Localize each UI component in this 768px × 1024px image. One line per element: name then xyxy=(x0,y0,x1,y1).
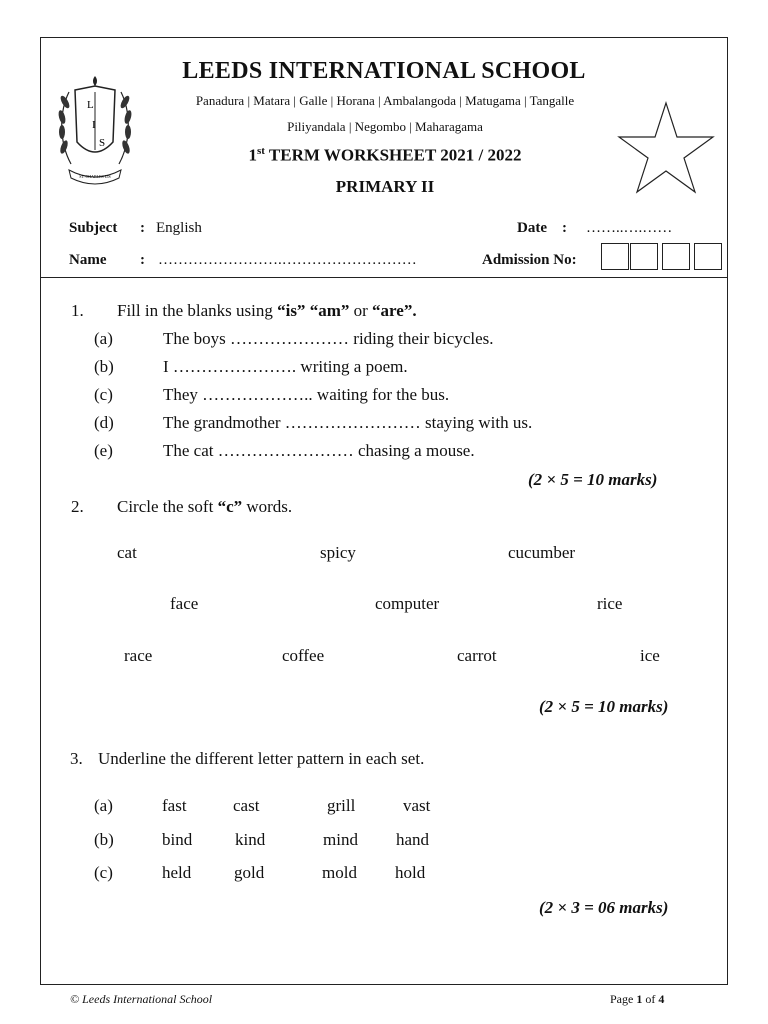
q2-marks: (2 × 5 = 10 marks) xyxy=(539,697,669,716)
date-colon: : xyxy=(562,220,567,236)
subject-label: Subject xyxy=(69,220,118,236)
q3-word[interactable]: hand xyxy=(396,830,430,849)
logo-letter-l: L xyxy=(87,99,94,111)
q3-word[interactable]: held xyxy=(162,863,192,882)
q3-word[interactable]: hold xyxy=(395,863,426,882)
school-logo xyxy=(55,72,135,190)
q3-word[interactable]: vast xyxy=(403,796,431,815)
q2-word[interactable]: carrot xyxy=(457,646,497,665)
q3-word[interactable]: bind xyxy=(162,830,193,849)
q2-number: 2. xyxy=(71,497,84,516)
term-title: 1st TERM WORKSHEET 2021 / 2022 xyxy=(248,145,522,165)
q2-instruction: Circle the soft “c” words. xyxy=(117,497,293,516)
date-field[interactable]: ……..….…… xyxy=(586,220,673,236)
q1-item-text: They ……………….. waiting for the bus. xyxy=(163,385,450,404)
q1-item-label: (e) xyxy=(94,441,113,460)
q2-word[interactable]: rice xyxy=(597,594,623,613)
q3-word[interactable]: grill xyxy=(327,796,356,815)
q2-word[interactable]: race xyxy=(124,646,153,665)
q3-set-label: (c) xyxy=(94,863,113,882)
q1-item-text: The cat …………………… chasing a mouse. xyxy=(163,441,475,460)
q1-item-text: The grandmother …………………… staying with us. xyxy=(163,413,533,432)
star-icon xyxy=(617,101,715,194)
q3-instruction: Underline the different letter pattern in each set. xyxy=(98,749,425,768)
q1-item-label: (d) xyxy=(94,413,114,432)
q2-word[interactable]: ice xyxy=(640,646,660,665)
grade-title: PRIMARY II xyxy=(335,177,435,196)
q3-word[interactable]: fast xyxy=(162,796,187,815)
q2-word[interactable]: computer xyxy=(375,594,440,613)
logo-letter-i: I xyxy=(92,119,96,131)
q2-word[interactable]: spicy xyxy=(320,543,356,562)
q3-marks: (2 × 3 = 06 marks) xyxy=(539,898,669,917)
q3-set-label: (b) xyxy=(94,830,114,849)
q2-word[interactable]: cat xyxy=(117,543,137,562)
q1-item-label: (a) xyxy=(94,329,113,348)
q3-number: 3. xyxy=(70,749,83,768)
branches-line-2: Piliyandala | Negombo | Maharagama xyxy=(287,119,483,134)
q1-item-text: I …………………. writing a poem. xyxy=(163,357,408,376)
q3-word[interactable]: gold xyxy=(234,863,265,882)
q3-word[interactable]: mold xyxy=(322,863,357,882)
q2-word[interactable]: face xyxy=(170,594,199,613)
q1-item-text: The boys ………………… riding their bicycles. xyxy=(163,329,494,348)
page-number: Page 1 of 4 xyxy=(610,992,665,1006)
subject-value: English xyxy=(156,220,202,236)
q3-word[interactable]: kind xyxy=(235,830,266,849)
q1-instruction: Fill in the blanks using “is” “am” or “are”. xyxy=(117,301,417,320)
q1-number: 1. xyxy=(71,301,84,320)
admission-box-1[interactable] xyxy=(601,243,629,270)
q3-word[interactable]: cast xyxy=(233,796,260,815)
footer-copyright: © Leeds International School xyxy=(70,992,213,1006)
logo-ring-text: ST. CHARLES LIS xyxy=(79,174,111,179)
q1-item-label: (b) xyxy=(94,357,114,376)
branches-line-1: Panadura | Matara | Galle | Horana | Ambalangoda | Matugama | Tangalle xyxy=(195,93,575,108)
logo-letter-s: S xyxy=(99,137,106,149)
school-name: LEEDS INTERNATIONAL SCHOOL xyxy=(182,58,586,84)
name-label: Name xyxy=(69,252,107,268)
admission-label: Admission No: xyxy=(482,252,577,268)
admission-box-4[interactable] xyxy=(694,243,722,270)
q3-set-label: (a) xyxy=(94,796,113,815)
name-field[interactable]: …………………….……………………… xyxy=(158,252,417,268)
q3-word[interactable]: mind xyxy=(323,830,358,849)
subject-colon: : xyxy=(140,220,145,236)
admission-box-2[interactable] xyxy=(630,243,658,270)
header-divider xyxy=(40,277,728,278)
name-colon: : xyxy=(140,252,145,268)
date-label: Date xyxy=(517,220,547,236)
q2-word[interactable]: cucumber xyxy=(508,543,576,562)
q1-item-label: (c) xyxy=(94,385,113,404)
q1-marks: (2 × 5 = 10 marks) xyxy=(528,470,658,489)
q2-word[interactable]: coffee xyxy=(282,646,325,665)
admission-box-3[interactable] xyxy=(662,243,690,270)
